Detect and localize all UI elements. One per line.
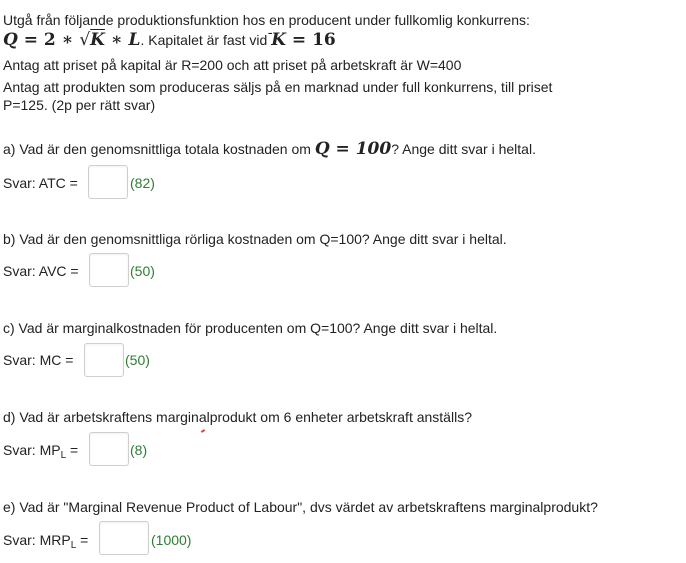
formula-eq: = 2 ∗	[17, 30, 80, 50]
formula-mid: . Kapitalet är fast vid	[140, 32, 272, 48]
formula-end: = 16	[286, 30, 336, 50]
formula-q: Q	[3, 30, 18, 50]
mpl-hint: (8)	[130, 442, 148, 458]
mrpl-hint: (1000)	[151, 532, 192, 548]
mpl-input[interactable]	[89, 432, 129, 466]
formula-k: K	[90, 30, 105, 50]
mrpl-input[interactable]	[99, 521, 149, 555]
intro-line-1: Utgå från följande produktionsfunktion hos en producent under fullkomlig konkurrens:	[3, 12, 530, 28]
intro-line-4: Antag att produkten som produceras säljs på en marknad under full konkurrens, till priset	[3, 79, 553, 95]
avc-input[interactable]	[89, 253, 129, 287]
question-a	[3, 140, 536, 158]
intro-line-5: P=125. (2p per rätt svar)	[3, 97, 156, 113]
avc-label: Svar: AVC =	[3, 263, 79, 279]
atc-label: Svar: ATC =	[3, 175, 78, 191]
mrpl-label: Svar: $MRP_L$ =	[3, 532, 89, 551]
formula-kbar: K	[271, 30, 286, 50]
mpl-label: Svar: $MP_L$ =	[3, 442, 79, 461]
atc-hint: (82)	[130, 175, 155, 191]
question-e: e) Vad är "Marginal Revenue Product of Labour", dvs värdet av arbetskraftens marginalprodukt?	[3, 499, 598, 515]
mc-hint: (50)	[125, 352, 150, 368]
formula-rest: ∗ L	[104, 30, 141, 50]
intro-line-3: Antag att priset på kapital är R=200 och att priset på arbetskraft är W=400	[3, 57, 462, 73]
question-d: d) Vad är arbetskraftens marginalprodukt om 6 enheter arbetskraft anställs?	[3, 409, 472, 425]
question-c: c) Vad är marginalkostnaden för producenten om Q=100? Ange ditt svar i heltal.	[3, 320, 498, 336]
mc-label: Svar: MC =	[3, 352, 74, 368]
mc-input[interactable]	[84, 343, 124, 377]
production-function	[3, 31, 336, 49]
sqrt-icon: √	[79, 30, 91, 50]
avc-hint: (50)	[130, 263, 155, 279]
atc-input[interactable]	[88, 165, 128, 199]
question-a-text-end: ? Ange ditt svar i heltal.	[391, 141, 536, 157]
red-mark	[201, 429, 205, 433]
question-b: b) Vad är den genomsnittliga rörliga kostnaden om Q=100? Ange ditt svar i heltal.	[3, 231, 507, 247]
question-a-text: a) Vad är den genomsnittliga totala kostnaden om	[3, 141, 315, 157]
question-a-math: Q = 100	[314, 139, 392, 159]
